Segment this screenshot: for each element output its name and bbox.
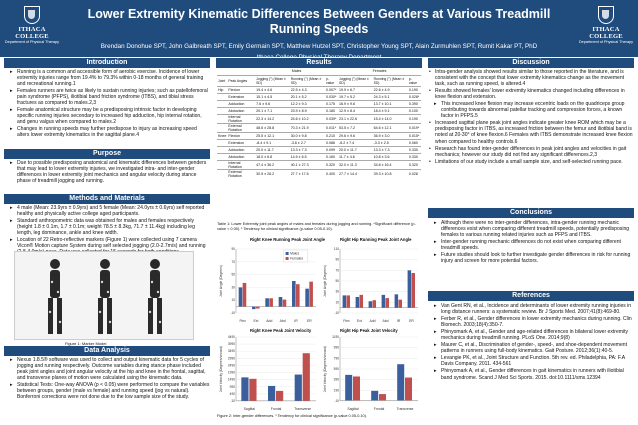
table-column-header: Jogging (°) (Mean ± SD)	[255, 75, 290, 86]
table-cell	[217, 169, 227, 178]
introduction-bullet: ▸ Changes in running speeds may further predispose to injury as increasing speed alters lower extremity kinematics in the sagittal plane.4	[4, 126, 210, 138]
bar	[343, 295, 347, 307]
table-cell: 0.175	[325, 100, 338, 107]
table-cell: 30.5 ± 26.2	[255, 169, 290, 178]
reference-item: ▸ Maurer C, et al., Discrimination of gender-, speed-, and shoe-dependent movement patterns in runners using full-body kinematics. Gait Posture. 2012;36(1):40-5.	[428, 342, 634, 354]
table-cell: 20.0 ± 11.7	[255, 146, 290, 153]
methods-bullet: ▸ Standard anthropometric data was obtained for males and females respectively (height 1.8 ± 0.1m, 1.7 ± 0.1m; weight 78.5 ± 8.3kg, 71.7 ± 11.4kg) including leg length, leg dominance, ankle and knee width.	[4, 218, 210, 236]
table-column-header: Jogging (°) (Mean ± SD)	[338, 75, 373, 86]
x-tick-label: Sagittal	[243, 407, 255, 411]
table-cell: 20.1 ± 7.1	[255, 107, 290, 114]
table-cell: 0.015*	[408, 133, 420, 138]
table-cell	[217, 146, 227, 153]
bar	[241, 377, 248, 400]
references-list	[428, 303, 634, 381]
table-cell: 19.4 ± 4.6	[255, 86, 290, 93]
poster-header	[0, 0, 638, 57]
bar	[295, 375, 302, 401]
table-cell: External Rotation	[227, 123, 255, 132]
logo-name: ITHACA COLLEGE	[589, 26, 623, 40]
table-cell: Adduction	[227, 100, 255, 107]
conclusions-heading: Conclusions	[428, 208, 634, 218]
table-cell: 0.210	[325, 132, 338, 139]
table-row	[217, 160, 421, 169]
table-cell: 13.3 ± 7.3	[373, 146, 408, 153]
table-cell: Internal Rotation	[227, 114, 255, 123]
y-tick-label: 70	[231, 259, 235, 264]
table-cell: 0.330	[408, 146, 421, 153]
table-cell: Internal Rotation	[227, 160, 255, 169]
table-cell: 48.6 ± 28.8	[255, 123, 290, 132]
table-cell: 30.0 ± 9.8	[290, 132, 325, 139]
marker-model-caption: Figure 1: Marker Model	[65, 341, 107, 346]
y-axis-label: Joint Angle (Degrees)	[323, 265, 327, 297]
authors: Brendan Donohue SPT, John Galbreath SPT, Emily Germain SPT, Matthew Hutzel SPT, Christopher Young SPT, Alain Zurmuhlen SPT, Rumit Kakar PT, PhD	[100, 43, 538, 50]
x-tick-label: ER	[409, 319, 414, 323]
analysis-text	[4, 357, 210, 401]
chart-title-knee-angle: Right Knee Running Peak Joint Angle	[250, 237, 325, 242]
y-tick-label: 90	[335, 257, 339, 262]
bar	[382, 295, 386, 308]
table-cell: 18.0 ± 6.8	[255, 153, 290, 160]
bar	[399, 300, 403, 308]
group-header-females: Females	[372, 69, 387, 74]
table-row	[217, 169, 421, 178]
conclusions-list	[428, 220, 634, 264]
bar	[379, 394, 386, 400]
bar	[296, 284, 300, 306]
y-tick-label: -10	[334, 311, 339, 315]
y-tick-label: 3490	[227, 349, 235, 354]
bar	[269, 298, 273, 306]
x-tick-label: Add	[266, 319, 273, 323]
y-tick-label: 30	[335, 289, 339, 294]
x-tick-label: Ext	[357, 319, 362, 323]
conclusion-bullet: ▸ Future studies should look to further investigate gender differences in risk for running injury and screen for more potential factors.	[428, 252, 634, 264]
table-cell: Flexion	[227, 132, 255, 139]
table-cell: Extension	[227, 139, 255, 146]
table-cell: 0.330	[408, 153, 421, 160]
bar	[279, 297, 283, 307]
y-tick-label: 2990	[227, 356, 235, 361]
x-tick-label: IR	[396, 319, 401, 323]
table-cell: 20.0 ± 11.7	[338, 146, 373, 153]
bar	[292, 281, 296, 307]
table-cell: Adduction	[227, 146, 255, 153]
x-tick-label: Abd	[279, 319, 286, 323]
table-cell: 22.5 ± 4.3	[290, 86, 325, 93]
table-cell: 0.030*	[326, 94, 337, 99]
logo-name: ITHACA COLLEGE	[15, 26, 49, 40]
chart-title-hip-velocity: Right Hip Peak Joint Velocity	[340, 328, 398, 333]
table-cell: 13.7 ± 10.1	[373, 100, 408, 107]
analysis-bullet: ▸ Nexus 1.8.5® software was used to collect and output kinematic data for 5 cycles of jogging and running respectively. Outcome variables during stance phase included peak joint angles and joint angular velocity at the hip and knee in the frontal, sagittal, and transverse planes of motion were calculated using the kinematic data.	[4, 357, 210, 381]
reference-item: ▸ Levangie PK, et al., Joint Structure and Function. 5th rev. ed. Philadelphia, PA: F.A Davis Company. 2011. 434-561	[428, 355, 634, 367]
table-row	[217, 107, 421, 114]
logo-dept: Department of Physical Therapy	[578, 40, 634, 44]
bar	[369, 301, 373, 307]
table-row	[217, 132, 421, 139]
y-tick-label: 10	[231, 298, 235, 303]
table-cell: External Rotation	[227, 169, 255, 178]
table-cell: 18.4 ± 9.1	[373, 107, 408, 114]
table-spacer	[227, 68, 255, 75]
table-cell: 0.160	[325, 153, 338, 160]
table-cell: 0.039*	[325, 114, 338, 123]
table-cell	[217, 160, 227, 169]
table-row	[217, 100, 421, 107]
y-tick-label: 50	[335, 279, 339, 283]
references-text	[428, 303, 634, 382]
table-cell: 12.2 ± 9.3	[290, 100, 325, 107]
table-cell: 40.1 ± 27.3	[290, 160, 325, 169]
table-cell: 0.390	[408, 100, 421, 107]
x-tick-label: Frontal	[373, 407, 385, 411]
figure2-caption: Figure 2: Inter-gender differences. ¹ Tendency for clinical significance (p-value 0.05-0.10).	[217, 414, 367, 418]
discussion-bullet: • Research has found inter-gender differences in peak joint angles and velocities in gait mechanics; however our study did not find any significant differences.2,3	[428, 146, 634, 158]
table-column-header: Running (°) (Mean ± SD)	[290, 75, 325, 86]
table-cell: Knee	[218, 133, 227, 138]
table-row	[217, 153, 421, 160]
table-cell: 0.011*	[325, 123, 338, 132]
table-cell: 0.320	[325, 160, 338, 169]
poster-title: Lower Extremity Kinematic Differences Between Genders at Various Treadmill Running Speeds	[87, 7, 551, 36]
references-heading: References	[428, 291, 634, 301]
conclusion-bullet: ▸ Although there were no inter-gender differences, intra-gender running mechanic differences exist when comparing different treadmill speeds, potentially predisposing females to various running related injuries such as PFPS and ITBS.	[428, 220, 634, 238]
bar	[265, 298, 269, 306]
legend-swatch	[286, 252, 289, 255]
discussion-bullet: • Intra-gender analysis showed results similar to those reported in the literature, and is consistent with the concept that lower extremity kinematics change as the movement task, such as running speed, is altered.4	[428, 69, 634, 87]
y-tick-label: 390	[333, 377, 339, 382]
table-cell: 16.9 ± 9.6	[338, 100, 373, 107]
y-tick-label: 1190	[332, 335, 339, 339]
table-cell: Flexion	[227, 86, 255, 93]
table-cell: 32.0 ± 11.3	[338, 160, 373, 169]
table-cell: 10.8 ± 3.6	[373, 153, 408, 160]
table-cell: 14.5 ± 6.5	[290, 153, 325, 160]
introduction-bullet: ▸ Female anatomical structure may be a predisposing intrinsic factor in developing specific running injuries secondary to increased hip adduction, hip internal rotation, and genu valgus when compared to males.2	[4, 107, 210, 125]
bar	[356, 297, 360, 308]
table-cell: 36.9 ± 3.0	[373, 132, 408, 139]
table-cell: 25.5 ± 12.1	[255, 132, 290, 139]
bar	[243, 283, 247, 307]
table-row	[217, 146, 421, 153]
introduction-heading: Introduction	[4, 58, 210, 68]
table-cell: Abduction	[227, 107, 255, 114]
bar	[373, 300, 377, 307]
table-cell: 7.6 ± 9.6	[255, 100, 290, 107]
table-cell: 0.400	[325, 169, 338, 178]
y-tick-label: 190	[333, 388, 339, 393]
table-cell: -3.3 ± 2.5	[373, 139, 408, 146]
table-row	[217, 86, 421, 93]
bar	[395, 294, 399, 307]
table-cell: Hip	[217, 86, 227, 93]
bar	[249, 379, 256, 401]
conclusion-bullet: ▸ Inter-gender running mechanic differences do not exist when comparing different treadmill speeds.	[428, 239, 634, 251]
table-cell: 11.7 ± 4.6	[338, 153, 373, 160]
table-caption: Table 1: Lower Extremity joint peak angles of males and females during jogging and running. *Significant difference (p-value < 0.05). ¹ Tendency for clinical significance (p-value 0.05-0.10).	[217, 222, 416, 231]
table-cell: 64.6 ± 12.1	[373, 123, 408, 132]
y-tick-label: 110	[333, 247, 339, 251]
discussion-bullet: • Results showed females' lower extremity kinematics changed including differences in knee flexion and extension.	[428, 88, 634, 100]
table-cell: 0.028	[408, 169, 421, 178]
y-tick-label: -10	[334, 399, 339, 403]
discussion-bullet: ▸ This increased knee flexion may increase eccentric loads on the quadriceps group contributing towards abnormal patellar tracking and compression forces, a known factor in PFPS.5	[428, 101, 634, 119]
analysis-list	[4, 357, 210, 400]
table-cell: Abduction	[227, 153, 255, 160]
x-tick-label: Transverse	[396, 407, 414, 411]
title-block	[64, 7, 574, 61]
table-cell: 12.9 ± 8.4	[338, 107, 373, 114]
analysis-bullet: ▸ Statistical Tests: One-way ANOVA (p < 0.05) were performed to compare the variables between groups, gender (male vs female) and running speed (jog vs natural). Bonferroni corrections were not done due to the low sample size of the study.	[4, 382, 210, 400]
table-cell: 23.1 ± 22.6	[338, 114, 373, 123]
purpose-bullet: ▸ Due to possible predisposing anatomical and kinematic differences between genders that may lead to lower extremity injuries, we investigated intra- and inter-gender differences in lower extremity joint mechanics and angular velocity during stance phase of treadmill jogging and running.	[4, 160, 210, 184]
bar	[386, 298, 390, 308]
table-cell: 29.6 ± 9.6	[338, 132, 373, 139]
x-tick-label: Transverse	[294, 407, 312, 411]
methods-bullet: ▸ Location of 22 Retro-reflective markers (Figure 1) were collected using 7 camera Vicon® Motion capture System during self selected jogging (2.0-2.7m/s) and running	[4, 237, 210, 255]
results-table	[217, 68, 421, 178]
table-cell: 13.3 ± 7.3	[290, 146, 325, 153]
table-cell: 0.028*	[408, 94, 420, 99]
bar	[283, 300, 287, 307]
chart-title-hip-angle: Right Hip Running Peak Joint Angle	[340, 237, 412, 242]
table-cell: 19.9 ± 6.7	[338, 86, 373, 93]
bar	[252, 307, 256, 310]
table-cell	[217, 139, 227, 146]
chart-hip-velocity	[320, 333, 422, 413]
reference-item: ▸ Van Gent RN, et al., Incidence and determinants of lower extremity running injuries in long distance runners: a systematic review. Br J Sports Med. 2007;41(8):469-80.	[428, 303, 634, 315]
table-cell	[217, 123, 227, 132]
y-tick-label: -10	[230, 399, 235, 403]
bar	[405, 378, 412, 401]
discussion-text	[428, 69, 634, 166]
table-row	[217, 114, 421, 123]
conclusions-text	[428, 220, 634, 265]
introduction-bullet: ▸ Running is a common and accessible form of aerobic exercise. Incidence of lower extremity injuries range from 19.4% to 79.3% within 0-18 months of general training and recreational running.1	[4, 69, 210, 87]
table-cell: 27.7 ± 17.6	[290, 169, 325, 178]
table-cell: 53.5 ± 7.2	[338, 123, 373, 132]
x-tick-label: Add	[369, 319, 376, 323]
table-cell: 39.3 ± 10.8	[373, 169, 408, 178]
x-tick-label: Abd	[382, 319, 389, 323]
table-cell: -8.4 ± 9.1	[255, 139, 290, 146]
y-axis-label: Joint Velocity (Degrees/second)	[219, 345, 223, 393]
bar	[239, 287, 243, 306]
table-row	[217, 123, 421, 132]
table-row	[217, 93, 421, 100]
table-cell: 47.4 ± 36.2	[255, 160, 290, 169]
table-cell: 0.190	[408, 114, 421, 123]
table-cell: -3.6 ± 2.7	[290, 139, 325, 146]
table-cell: 0.320	[408, 160, 421, 169]
table-cell: 15.4 ± 14.0	[373, 114, 408, 123]
x-tick-label: Ext	[253, 319, 259, 323]
methods-heading: Methods and Materials	[4, 194, 210, 204]
y-tick-label: -10	[230, 311, 235, 315]
table-cell: 22.6 ± 4.9	[373, 86, 408, 93]
bar	[347, 295, 351, 307]
table-cell: 0.086	[325, 139, 338, 146]
table-cell: 19.7 ± 5.2	[338, 93, 373, 100]
discussion-heading: Discussion	[428, 58, 634, 68]
bar	[412, 273, 416, 308]
table-column-header: Peak Angles	[227, 75, 255, 86]
table-cell: 0.180	[325, 107, 338, 114]
table-cell: 24.6 ± 10.2	[290, 114, 325, 123]
table-cell: 0.100	[408, 107, 421, 114]
reference-item: ▸ Ferber R, et al., Gender differences in lower extremity mechanics during running. Clin Biomech. 2003;18(4):350-7.	[428, 316, 634, 328]
bar	[256, 307, 260, 309]
y-tick-label: 70	[335, 268, 339, 273]
table-cell	[217, 93, 227, 100]
college-logo-left	[4, 6, 60, 50]
bar	[360, 295, 364, 308]
legend-label: Males	[290, 251, 300, 256]
y-tick-label: 990	[333, 345, 339, 350]
y-tick-label: 790	[333, 356, 339, 361]
reference-item: ▸ Phinyomark A, et al., Gender differences in gait kinematics in runners with iliotibial band syndrome. Scand J Med Sci Sports. 2015. doi:10.1111/sms.12394	[428, 368, 634, 380]
x-tick-label: IR	[294, 319, 298, 323]
bar	[345, 375, 352, 401]
bar	[303, 353, 310, 401]
y-tick-label: 30	[231, 285, 235, 290]
x-tick-label: Frontal	[270, 407, 282, 411]
y-tick-label: 4490	[227, 335, 235, 339]
table-column-header: Joint	[217, 75, 227, 86]
results-heading: Results	[216, 58, 422, 68]
introduction-bullet: ▸ Females runners are twice as likely to sustain running injuries; such as patellofemoral pain syndrome (PFPS), iliotibial band friction syndrome (ITBS), and tibial stress fractures as compared to males.2,3	[4, 88, 210, 106]
shield-icon	[24, 6, 40, 24]
table-cell: 22.3 ± 14.2	[255, 114, 290, 123]
table-cell: 0.099	[325, 146, 338, 153]
introduction-text	[4, 69, 210, 140]
marker-model-photos	[14, 251, 194, 340]
introduction-list	[4, 69, 210, 139]
y-tick-label: 490	[229, 391, 235, 396]
college-logo-right	[578, 6, 634, 50]
group-header-males: Males	[291, 69, 302, 74]
table-cell: 0.190	[408, 86, 421, 93]
table-cell	[217, 100, 227, 107]
y-axis-label: Joint Velocity (Degrees/second)	[323, 345, 327, 393]
x-tick-label: Flex	[343, 319, 350, 323]
methods-list	[4, 205, 210, 255]
table-cell	[217, 107, 227, 114]
chart-knee-angle	[216, 245, 320, 325]
chart-hip-angle	[320, 245, 422, 325]
table-column-header: p-value	[408, 75, 421, 86]
legend-label: Females	[290, 256, 304, 261]
purpose-text	[4, 160, 210, 185]
table-cell	[217, 114, 227, 123]
bar	[408, 270, 412, 307]
logo-dept: Department of Physical Therapy	[4, 40, 60, 44]
discussion-list	[428, 69, 634, 165]
discussion-bullet: • Increased sagittal plane peak joint angles indicate greater knee ROM which may be a predisposing factor in ITBS, as increased friction between the femur and iliotibial band is noted at 20-30° of knee flexion.6 Females with ITBS demonstrate increased knee flexion when compared to healthy controls.6	[428, 120, 634, 144]
chart-title-knee-velocity: Right Knee Peak Joint Velocity	[250, 328, 312, 333]
analysis-heading: Data Analysis	[4, 346, 210, 356]
table-cell: 0.007*	[326, 87, 337, 92]
y-axis-label: Joint Angle (Degrees)	[219, 265, 223, 297]
reference-item: ▸ Phinyomark A, et al., Gender and age-related differences in bilateral lower extremity mechanics during treadmill running. PLoS One. 2014;9(8)	[428, 329, 634, 341]
methods-bullet: ▸ 4 male (Mean: 23.9yrs ± 0.9yrs) and 5 female (Mean: 24.0yrs ± 0.6yrs) self reported healthy and physically active college aged participants.	[4, 205, 210, 217]
table-cell: 20.1 ± 5.2	[290, 93, 325, 100]
bar	[397, 364, 404, 400]
y-tick-label: 50	[231, 272, 235, 277]
purpose-heading: Purpose	[4, 149, 210, 159]
x-tick-label: ER	[306, 319, 312, 323]
table-cell	[217, 153, 227, 160]
table-spacer	[217, 68, 227, 75]
y-tick-label: 2490	[227, 363, 235, 368]
table-cell: -6.2 ± 7.4	[338, 139, 373, 146]
y-tick-label: 90	[231, 247, 235, 251]
methods-text	[4, 205, 210, 256]
legend-swatch	[286, 257, 289, 260]
table-column-header: p-value	[325, 75, 338, 86]
bar	[353, 376, 360, 400]
y-tick-label: 10	[335, 300, 339, 305]
bar	[371, 391, 378, 401]
chart-knee-velocity	[216, 333, 320, 413]
table-cell: 70.3 ± 21.9	[290, 123, 325, 132]
bar	[309, 282, 313, 307]
y-tick-label: 590	[333, 367, 339, 371]
table-cell: 0.060	[408, 139, 421, 146]
table-cell: 15.1 ± 4.5	[255, 93, 290, 100]
table-cell: 23.9 ± 8.9	[290, 107, 325, 114]
table-row	[217, 139, 421, 146]
bar	[268, 386, 275, 401]
table-column-header: Running (°) (Mean ± SD)	[373, 75, 408, 86]
purpose-list	[4, 160, 210, 184]
table-cell: 34.8 ± 16.4	[373, 160, 408, 169]
y-tick-label: 3990	[227, 342, 235, 347]
table-cell: Extension	[227, 93, 255, 100]
shield-icon	[598, 6, 614, 24]
table-cell: 27.7 ± 14.4	[338, 169, 373, 178]
bar	[305, 289, 309, 307]
y-tick-label: 1490	[227, 377, 235, 382]
y-tick-label: 1990	[227, 370, 235, 375]
y-tick-label: 990	[229, 384, 235, 389]
x-tick-label: Flex	[239, 319, 246, 323]
bar	[276, 391, 283, 401]
x-tick-label: Sagittal	[347, 407, 359, 411]
discussion-bullet: • Limitations of our study include a small sample size, and self-selected running pace.	[428, 159, 634, 165]
table-cell: 0.019*	[408, 123, 421, 132]
table-cell: 24.3 ± 5.1	[373, 93, 408, 100]
